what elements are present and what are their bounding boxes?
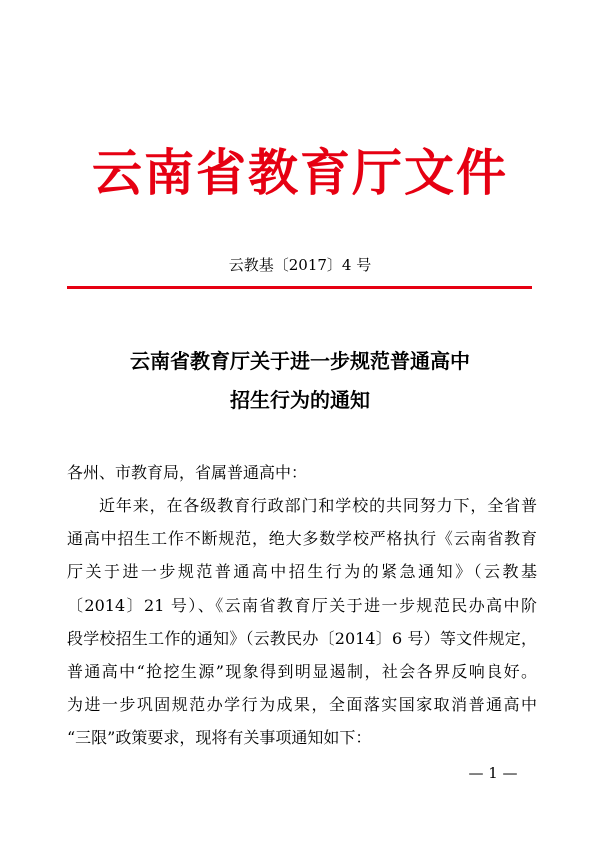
- body-line-7: 为进一步巩固规范办学行为成果，全面落实国家取消普通高中: [67, 695, 537, 714]
- body-line-5: 段学校招生工作的通知》（云教民办〔2014〕6 号）等文件规定，: [67, 629, 537, 648]
- body-line-2: 通高中招生工作不断规范，绝大多数学校严格执行《云南省教育: [67, 529, 537, 548]
- document-masthead: 云南省教育厅文件: [92, 143, 508, 202]
- body-line-6: 普通高中“抢挖生源”现象得到明显遏制，社会各界反响良好。: [67, 662, 537, 681]
- document-number: 云教基〔2017〕4 号: [228, 256, 372, 274]
- body-line-3: 厅关于进一步规范普通高中招生行为的紧急通知》（云教基: [67, 562, 537, 581]
- body-line-4: 〔2014〕21 号）、《云南省教育厅关于进一步规范民办高中阶: [67, 596, 537, 615]
- salutation: 各州、市教育局，省属普通高中：: [67, 463, 308, 482]
- body-line-1: 近年来，在各级教育行政部门和学校的共同努力下，全省普: [99, 496, 537, 515]
- document-title-line-1: 云南省教育厅关于进一步规范普通高中: [130, 349, 470, 373]
- page-number: — 1 —: [468, 764, 518, 782]
- body-line-8: “三限”政策要求，现将有关事项通知如下：: [67, 728, 372, 747]
- red-separator-line: [67, 286, 532, 289]
- document-title-line-2: 招生行为的通知: [230, 388, 370, 412]
